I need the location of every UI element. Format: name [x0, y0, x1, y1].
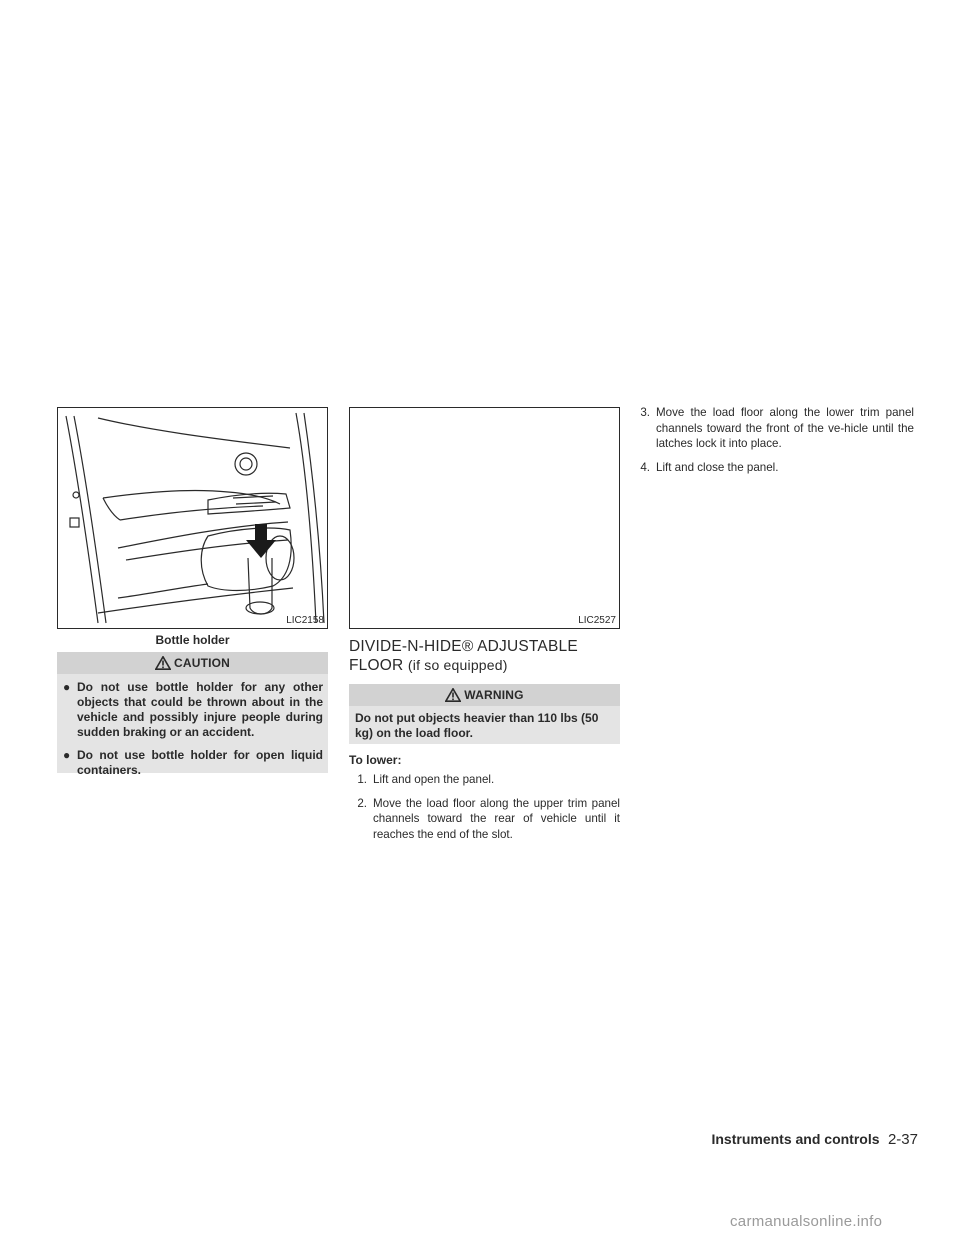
- warning-body: [349, 706, 620, 744]
- step-number: 4.: [640, 460, 650, 474]
- heading-note: (if so equipped): [407, 657, 508, 673]
- figure-id: LIC2527: [578, 615, 616, 626]
- caution-item: [63, 748, 323, 778]
- warning-triangle-icon: [445, 688, 461, 702]
- lower-steps: [349, 772, 620, 850]
- load-floor-figure: [349, 407, 620, 629]
- heading-line-1: DIVIDE-N-HIDE® ADJUSTABLE: [349, 638, 578, 655]
- watermark: carmanualsonline.info: [730, 1213, 883, 1230]
- step-text: Lift and open the panel.: [373, 773, 495, 786]
- caution-box: [57, 652, 328, 777]
- warning-text: Do not put objects heavier than 110 lbs (50 kg) on the load floor.: [355, 711, 599, 740]
- step-item: [349, 772, 620, 788]
- footer-section-title: Instruments and controls: [711, 1131, 880, 1147]
- warning-box: [349, 684, 620, 744]
- footer-page-number: 2-37: [887, 1131, 918, 1148]
- bullet-icon: ●: [63, 680, 71, 694]
- bottle-holder-figure: [57, 407, 328, 629]
- caution-title: [57, 652, 328, 674]
- warning-title-text: WARNING: [464, 688, 524, 702]
- step-item: [632, 405, 914, 452]
- bullet-icon: ●: [63, 748, 71, 762]
- step-text: Move the load floor along the lower trim panel channels toward the front of the ve-hicle until the latches lock it into place.: [656, 406, 914, 450]
- step-item: [632, 460, 914, 476]
- section-heading: [349, 637, 639, 675]
- step-number: 1.: [357, 773, 367, 786]
- door-panel-illustration: [58, 408, 327, 628]
- step-number: 3.: [640, 406, 650, 419]
- heading-line-2: FLOOR (if so equipped): [349, 657, 508, 674]
- caution-body: [57, 674, 328, 777]
- step-item: [349, 796, 620, 843]
- step-text: Lift and close the panel.: [656, 460, 779, 474]
- down-arrow-icon: [246, 524, 276, 558]
- caution-item-text: Do not use bottle holder for any other objects that could be thrown about in the vehicle and possibly injure people during sudden braking or an accident.: [77, 680, 323, 739]
- warning-triangle-icon: [155, 656, 171, 670]
- figure-id: LIC2158: [286, 615, 324, 626]
- figure-caption: Bottle holder: [155, 633, 230, 647]
- caution-title-text: CAUTION: [173, 656, 231, 670]
- step-number: 2.: [357, 796, 367, 810]
- warning-title: [349, 684, 620, 706]
- to-lower-label: To lower:: [349, 753, 402, 767]
- step-text: Move the load floor along the upper trim panel channels toward the rear of vehicle until it reaches the end of the slot.: [373, 796, 620, 841]
- page-footer: [600, 1131, 918, 1149]
- caution-item-text: Do not use bottle holder for open liquid containers.: [77, 748, 323, 777]
- upper-steps: [632, 405, 914, 483]
- caution-item: [63, 680, 323, 740]
